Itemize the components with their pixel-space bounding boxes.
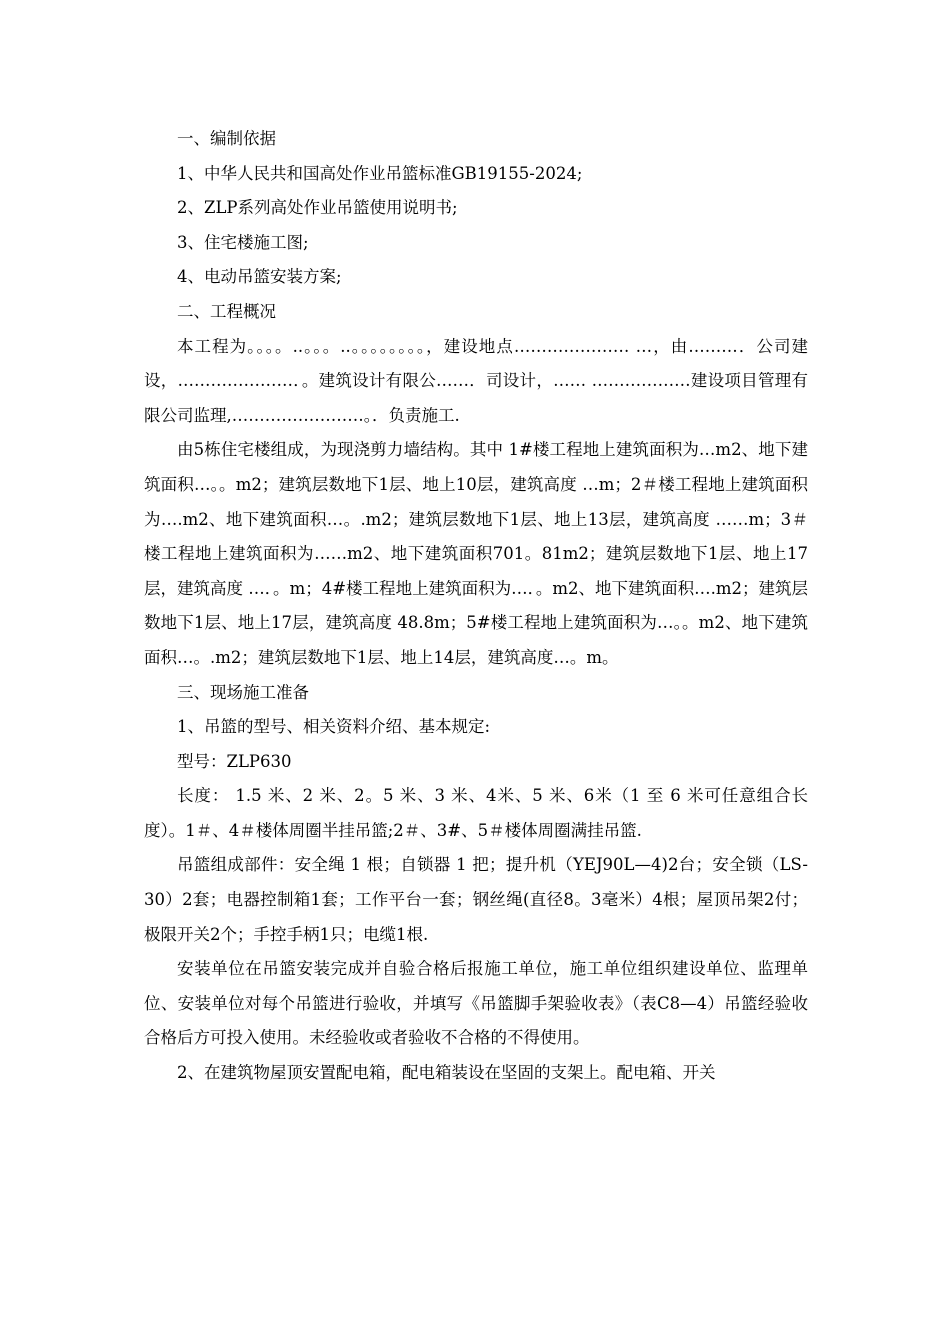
heading-overview: 二、工程概况 — [177, 301, 276, 321]
components-paragraph: 吊篮组成部件：安全绳 1 根；自锁器 1 把；提升机（YEJ90L—4)2台；安全锁（LS-30）2套；电器控制箱1套；工作平台一套；钢丝绳(直径8。3毫米）4根；屋顶吊架2付；极限开关2个；手控手柄1只；电缆1根. — [144, 855, 808, 944]
basis-item-4: 4、电动吊篮安装方案; — [177, 267, 342, 287]
basis-item-2: 2、ZLP系列高处作业吊篮使用说明书; — [177, 198, 458, 218]
model-line: 型号：ZLP630 — [177, 751, 292, 771]
basis-item-1: 1、中华人民共和国高处作业吊篮标准GB19155-2024; — [177, 163, 583, 183]
overview-paragraph-2: 由5栋住宅楼组成，为现浇剪力墙结构。其中 1#楼工程地上建筑面积为…m2、地下建筑面积…。。m2；建筑层数地下1层、地上10层，建筑高度 …m；2＃楼工程地上建筑面积为….m2、地下建筑面积…。.m2；建筑层数地下1层、地上13层，建筑高度 ……m；3＃楼工程地上建筑面积为……m2、地下建筑面积701。81m2；建筑层数地下1层、地上17层，建筑高度 …．。m；4#楼工程地上建筑面积为…．。m2、地下建筑面积….m2；建筑层数地下1层、地上17层，建筑高度 48.8m；5#楼工程地上建筑面积为…。。m2、地下建筑面积…。.m2；建筑层数地下1层、地上14层，建筑高度…。m。 — [144, 440, 808, 667]
heading-site-preparation: 三、现场施工准备 — [177, 682, 309, 702]
overview-paragraph-1: 本工程为。。。。..。。。..。。。。。。。。，建设地点………………… …，由………．公司建设，…………………．。建筑设计有限公……．司设计，…… ………………建设项目管理有限公司监理,……………………。．负责施工. — [144, 336, 808, 425]
preparation-item-2: 2、在建筑物屋顶安置配电箱，配电箱装设在坚固的支架上。配电箱、开关 — [177, 1063, 716, 1083]
length-paragraph: 长度： 1.5 米、2 米、2。5 米、3 米、4米、5 米、6米（1 至 6 米可任意组合长度）。1＃、4＃楼体周圈半挂吊篮;2＃、3#、5＃楼体周圈满挂吊篮. — [144, 786, 808, 840]
document-page — [144, 122, 808, 1091]
basis-item-3: 3、住宅楼施工图; — [177, 232, 309, 252]
preparation-item-1: 1、吊篮的型号、相关资料介绍、基本规定: — [177, 717, 491, 737]
acceptance-paragraph: 安装单位在吊篮安装完成并自验合格后报施工单位，施工单位组织建设单位、监理单位、安装单位对每个吊篮进行验收，并填写《吊篮脚手架验收表》（表C8—4）吊篮经验收合格后方可投入使用。未经验收或者验收不合格的不得使用。 — [144, 959, 808, 1048]
heading-basis: 一、编制依据 — [177, 129, 276, 148]
